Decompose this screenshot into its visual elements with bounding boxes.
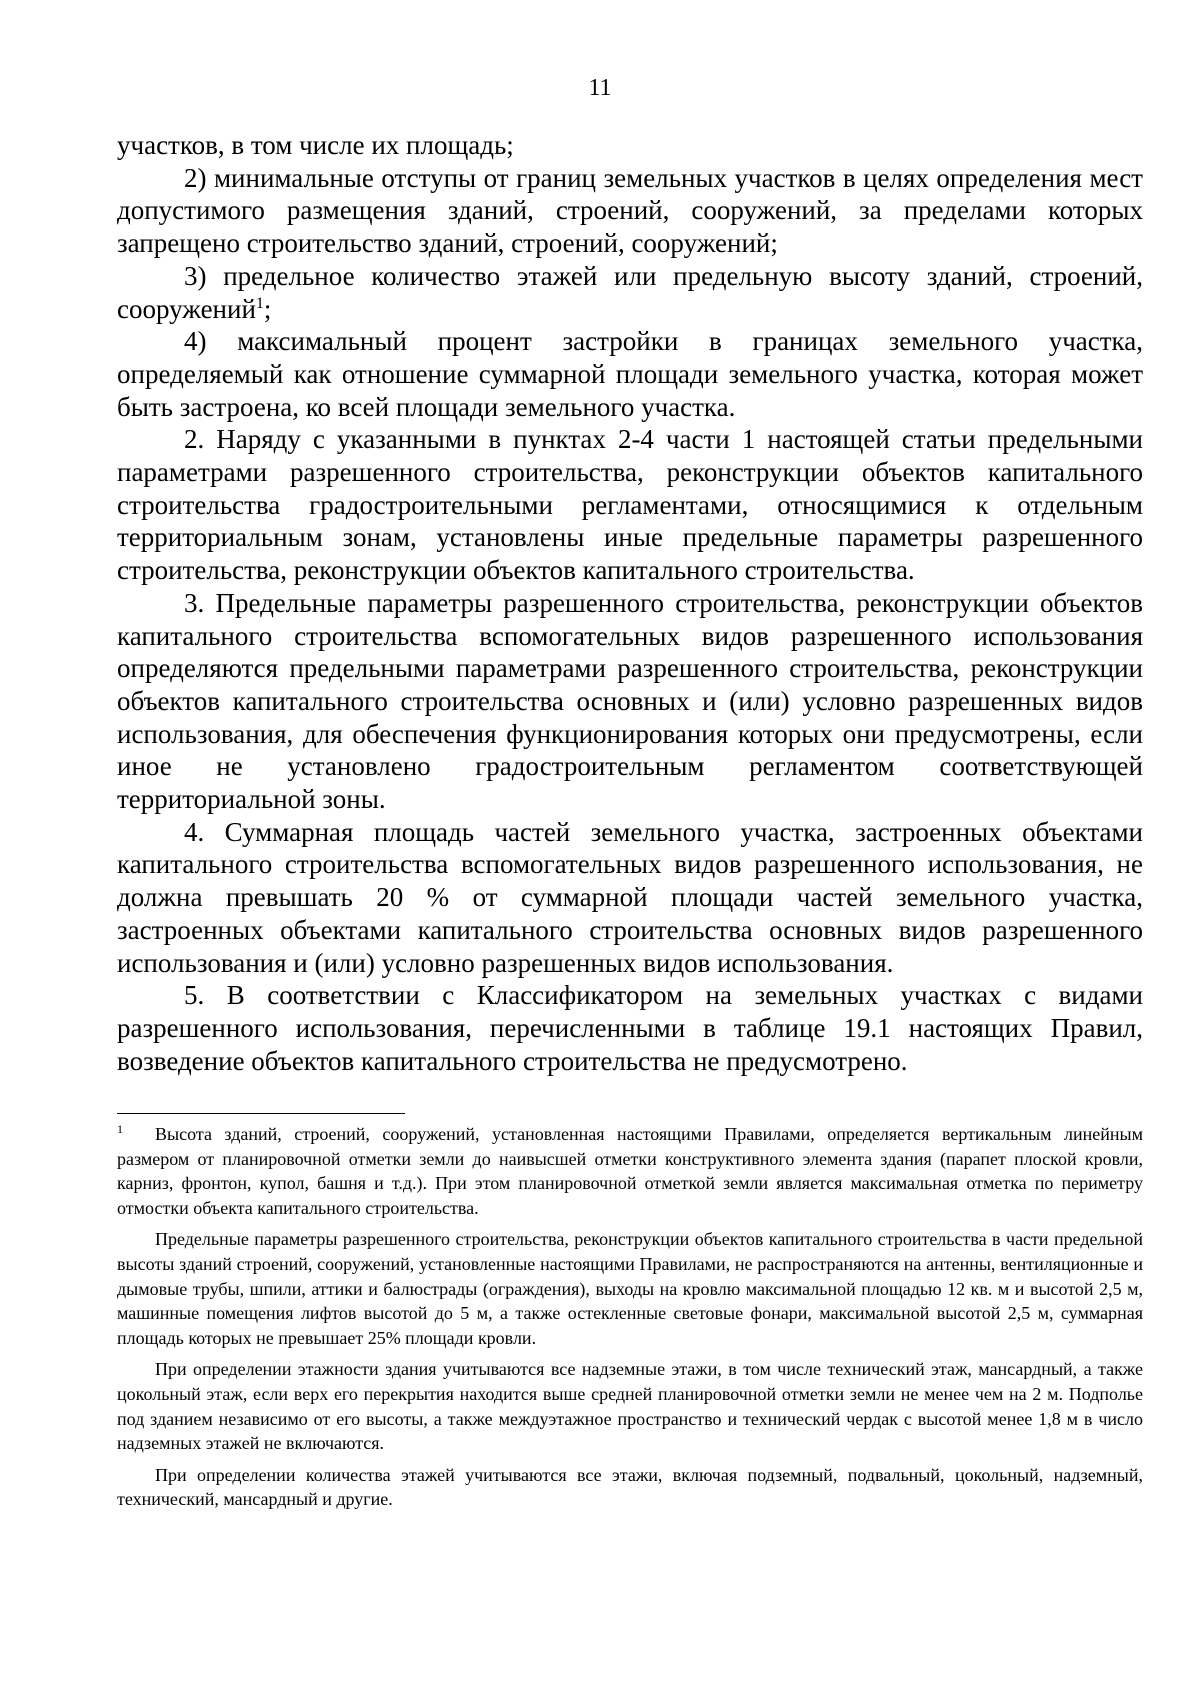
paragraph-3: 3. Предельные параметры разрешенного строительства, реконструкции объектов капитального строительства вспомогательных видов разрешенного использования определяются предельными параметрами разрешенного строительства, реконструкции объектов капитального строительства основных и (или) условно разрешенных видов использования, для обеспечения функционирования которых они предусмотрены, если иное не установлено градостроительным регламентом соответствующей территориальной зоны. [117,587,1143,815]
list-item-3-text: 3) предельное количество этажей или предельную высоту зданий, строений, сооружений [117,260,1143,324]
footnote-paragraph-1: 1 Высота зданий, строений, сооружений, установленная настоящими Правилами, определяется вертикальным линейным размером от планировочной отметки земли до наивысшей отметки конструктивного элемента здания (парапет плоской кровли, карниз, фронтон, купол, башня и т.д.). При этом планировочной отметкой земли является максимальная отметка по периметру отмостки объекта капитального строительства. [117,1122,1143,1218]
footnote-paragraph-4: При определении количества этажей учитываются все этажи, включая подземный, подвальный, цокольный, надземный, технический, мансардный и другие. [117,1464,1143,1510]
list-item-3-end: ; [263,293,272,324]
footnote-paragraph-3: При определении этажности здания учитываются все надземные этажи, в том числе технический этаж, мансардный, а также цокольный этаж, если верх его перекрытия находится выше средней планировочной отметки земли не менее чем на 2 м. Подполье под зданием независимо от его высоты, а также междуэтажное пространство и технический чердак с высотой менее 1,8 м в число надземных этажей не включаются. [117,1359,1143,1454]
paragraph-4: 4. Суммарная площадь частей земельного участка, застроенных объектами капитального строительства вспомогательных видов разрешенного использования, не должна превышать 20 % от суммарной площади частей земельного участка, застроенных объектами капитального строительства основных видов разрешенного использования и (или) условно разрешенных видов использования. [117,816,1143,978]
list-item-2: 2) минимальные отступы от границ земельных участков в целях определения мест допустимого размещения зданий, строений, сооружений, за пределами которых запрещено строительство зданий, строений, сооружений; [117,162,1143,259]
list-item-4: 4) максимальный процент застройки в границах земельного участка, определяемый как отношение суммарной площади земельного участка, которая может быть застроена, ко всей площади земельного участка. [117,326,1143,422]
page-number: 11 [588,75,612,101]
main-text [117,129,1143,1077]
list-item-3 [117,260,1143,325]
footnotes [117,1122,1143,1519]
footnote-paragraph-2: Предельные параметры разрешенного строительства, реконструкции объектов капитального строительства в части предельной высоты зданий строений, сооружений, установленные настоящими Правилами, не распространяются на антенны, вентиляционные и дымовые трубы, шпили, аттики и балюстрады (ограждения), выходы на кровлю максимальной площадью 12 кв. м и высотой 2,5 м, машинные помещения лифтов высотой до 5 м, а также остекленные световые фонари, максимальной высотой 2,5 м, суммарная площадь которых не превышает 25% площади кровли. [117,1229,1143,1348]
footnote-reference[interactable]: 1 [255,294,264,312]
footnote-separator [117,1113,405,1114]
paragraph-2: 2. Наряду с указанными в пунктах 2-4 части 1 настоящей статьи предельными параметрами разрешенного строительства, реконструкции объектов капитального строительства градостроительными регламентами, относящимися к отдельным территориальным зонам, установлены иные предельные параметры разрешенного строительства, реконструкции объектов капитального строительства. [117,424,1143,586]
footnote-text-1: Высота зданий, строений, сооружений, установленная настоящими Правилами, определяется вертикальным линейным размером от планировочной отметки земли до наивысшей отметки конструктивного элемента здания (парапет плоской кровли, карниз, фронтон, купол, башня и т.д.). При этом планировочной отметкой земли является максимальная отметка по периметру отмостки объекта капитального строительства. [117,1124,1143,1218]
paragraph-5: 5. В соответствии с Классификатором на земельных участках с видами разрешенного использования, перечисленными в таблице 19.1 настоящих Правил, возведение объектов капитального строительства не предусмотрено. [117,980,1143,1076]
continuation-paragraph: участков, в том числе их площадь; [117,130,514,160]
